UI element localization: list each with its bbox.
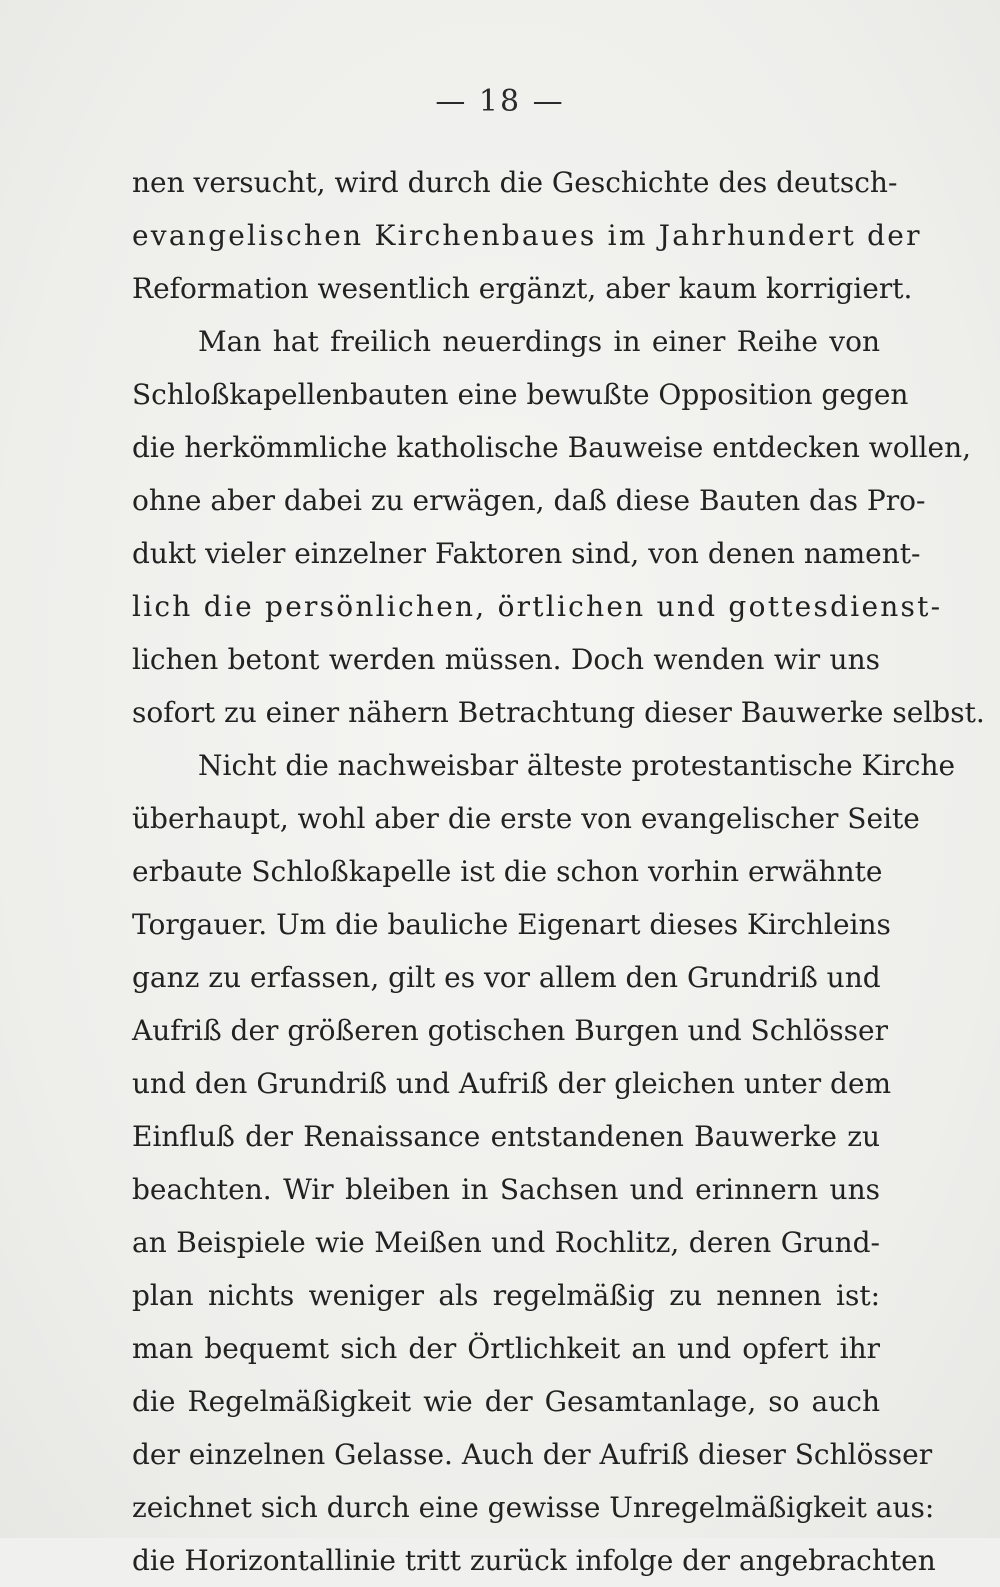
text-line: der einzelnen Gelasse. Auch der Aufriß dieser Schlösser bbox=[132, 1438, 933, 1471]
text-line: ganz zu erfassen, gilt es vor allem den Grundriß und bbox=[132, 961, 881, 994]
text-line: die herkömmliche katholische Bauweise entdecken wollen, bbox=[132, 431, 972, 464]
text-line: und den Grundriß und Aufriß der gleichen unter dem bbox=[132, 1067, 892, 1100]
text-line: ohne aber dabei zu erwägen, daß diese Bauten das Pro- bbox=[132, 484, 926, 517]
text-line: Man hat freilich neuerdings in einer Reihe von bbox=[198, 325, 880, 358]
text-line: beachten. Wir bleiben in Sachsen und erinnern uns bbox=[132, 1173, 880, 1206]
text-line: man bequemt sich der Örtlichkeit an und opfert ihr bbox=[132, 1332, 880, 1365]
text-line: plan nichts weniger als regelmäßig zu nennen ist: bbox=[132, 1279, 880, 1312]
text-line: Reformation wesentlich ergänzt, aber kaum korrigiert. bbox=[132, 272, 913, 305]
text-line: Einfluß der Renaissance entstandenen Bauwerke zu bbox=[132, 1120, 880, 1153]
text-line: nen versucht, wird durch die Geschichte des deutsch- bbox=[132, 166, 898, 199]
text-line: Nicht die nachweisbar älteste protestantische Kirche bbox=[198, 749, 956, 782]
text-line: Aufriß der größeren gotischen Burgen und Schlösser bbox=[132, 1014, 888, 1047]
page-number: — 18 — bbox=[435, 84, 565, 119]
text-line: an Beispiele wie Meißen und Rochlitz, deren Grund- bbox=[132, 1226, 880, 1259]
body-text bbox=[132, 156, 985, 1587]
text-line: lich die persönlichen, örtlichen und gottesdienst- bbox=[132, 590, 943, 623]
text-line: die Horizontallinie tritt zurück infolge der angebrachten bbox=[132, 1544, 936, 1577]
text-line: überhaupt, wohl aber die erste von evangelischer Seite bbox=[132, 802, 920, 835]
text-line: Torgauer. Um die bauliche Eigenart dieses Kirchleins bbox=[132, 908, 891, 941]
text-line: lichen betont werden müssen. Doch wenden wir uns bbox=[132, 643, 880, 676]
text-line: zeichnet sich durch eine gewisse Unregelmäßigkeit aus: bbox=[132, 1491, 935, 1524]
text-line: die Regelmäßigkeit wie der Gesamtanlage, so auch bbox=[132, 1385, 880, 1418]
text-line: erbaute Schloßkapelle ist die schon vorhin erwähnte bbox=[132, 855, 883, 888]
text-line: evangelischen Kirchenbaues im Jahrhundert der bbox=[132, 219, 922, 252]
text-line: sofort zu einer nähern Betrachtung dieser Bauwerke selbst. bbox=[132, 696, 985, 729]
text-line: Schloßkapellenbauten eine bewußte Opposition gegen bbox=[132, 378, 909, 411]
text-line: dukt vieler einzelner Faktoren sind, von denen nament- bbox=[132, 537, 921, 570]
